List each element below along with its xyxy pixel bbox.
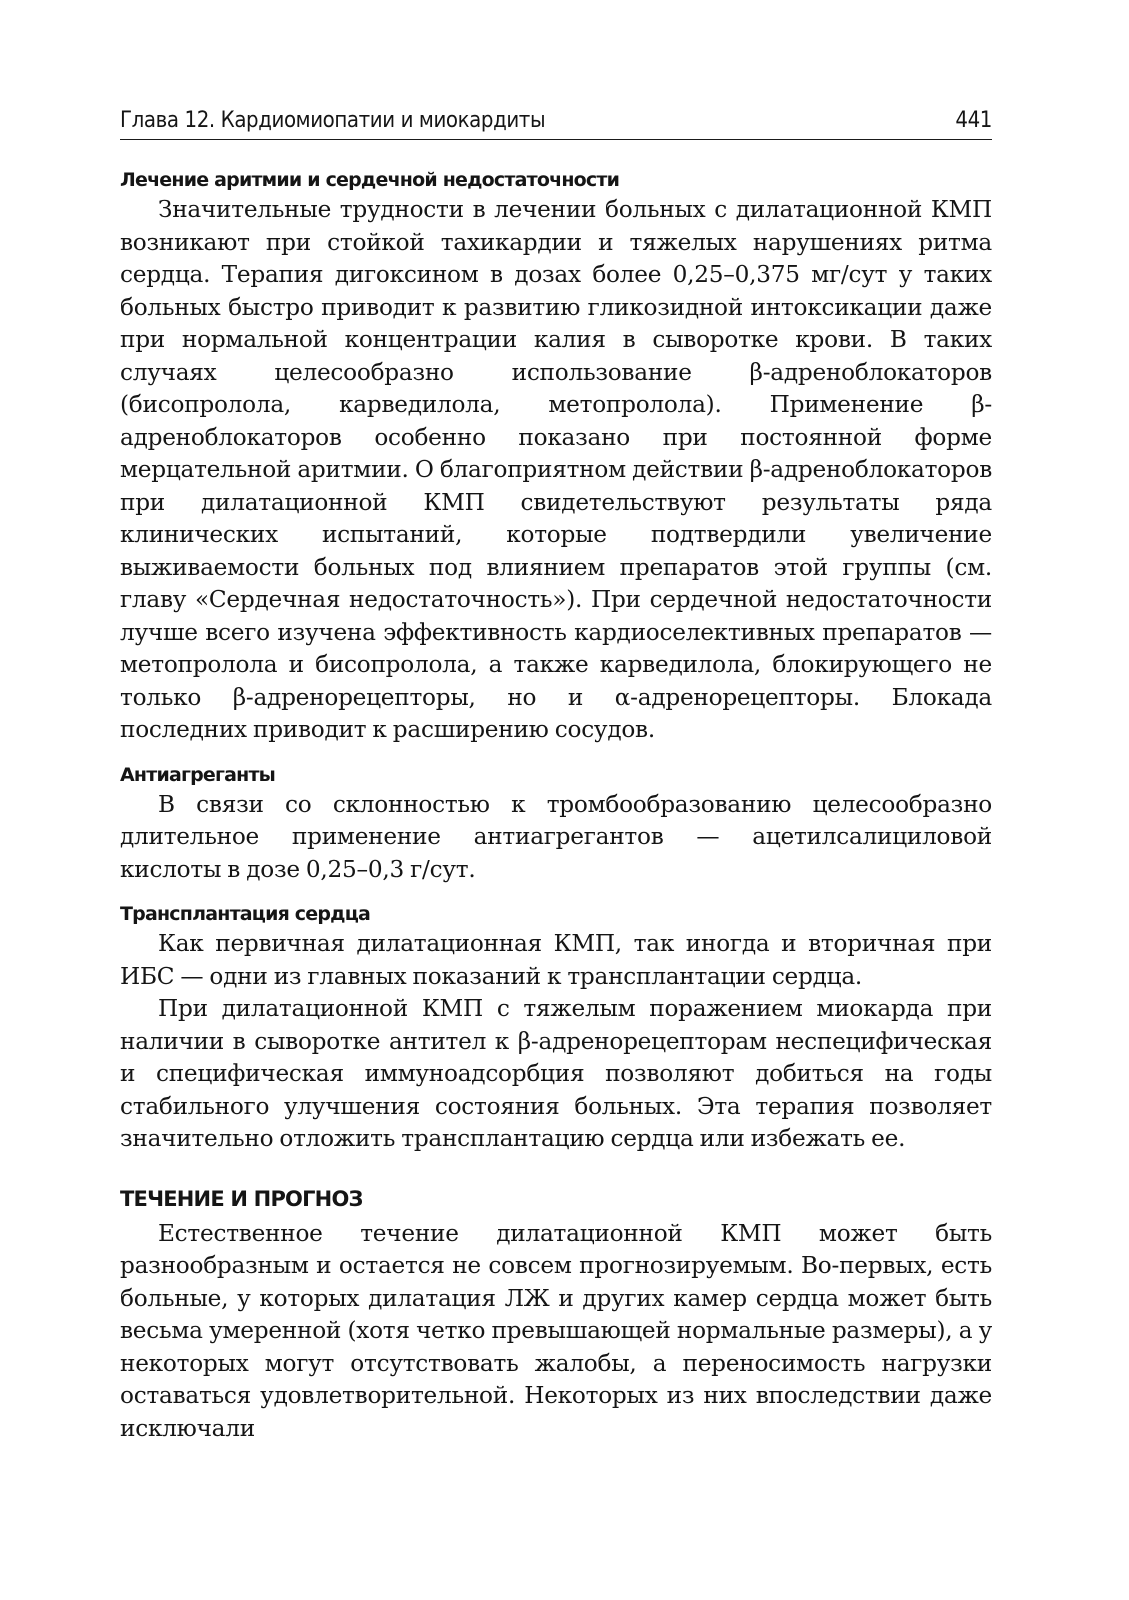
paragraph-arrhythmia: Значительные трудности в лечении больных с дилатационной КМП возникают при стойкой тахикардии и тяжелых нарушениях ритма сердца. Терапия дигоксином в дозах более 0,25–0,375 мг/сут у таких больных быстро приводит к развитию гликозидной интоксикации даже при нормальной концентрации калия в сыворотке крови. В таких случаях целесообразно использование β-адреноблокаторов (бисопролола, карведилола, метопролола). Применение β-адреноблокаторов особенно показано при постоянной форме мерцательной аритмии. О благоприятном действии β-адреноблокаторов при дилатационной КМП свидетельствуют результаты ряда клинических испытаний, которые подтвердили увеличение выживаемости больных под влиянием препаратов этой группы (см. главу «Сердечная недостаточность»). При сердечной недостаточности лучше всего изучена эффективность кардиоселективных препаратов — метопролола и бисопролола, а также карведилола, блокирующего не только β-адренорецепторы, но и α-адренорецепторы. Блокада последних приводит к расширению сосудов.: [120, 196, 992, 743]
section-heading-antiplatelet: Антиагреганты: [120, 763, 276, 786]
paragraph-antiplatelet: В связи со склонностью к тромбообразованию целесообразно длительное применение антиагрегантов — ацетилсалициловой кислоты в дозе 0,25–0,3 г/сут.: [120, 790, 992, 883]
book-page: [120, 108, 992, 1445]
paragraph-prognosis: Естественное течение дилатационной КМП может быть разнообразным и остается не совсем прогнозируемым. Во-первых, есть больные, у которых дилатация ЛЖ и других камер сердца может быть весьма умеренной (хотя четко превышающей нормальные размеры), а у некоторых могут отсутствовать жалобы, а переносимость нагрузки оставаться удовлетворительной. Некоторых из них впоследствии даже исключали: [120, 1219, 992, 1442]
page-number: 441: [955, 108, 992, 133]
running-header: [120, 108, 992, 140]
section-heading-arrhythmia: Лечение аритмии и сердечной недостаточности: [120, 169, 620, 191]
paragraph-transplant-2: При дилатационной КМП с тяжелым поражением миокарда при наличии в сыворотке антител к β-адренорецепторам неспецифическая и специфическая иммуноадсорбция позволяют добиться на годы стабильного улучшения состояния больных. Эта терапия позволяет значительно отложить трансплантацию сердца или избежать ее.: [120, 995, 992, 1152]
section-heading-prognosis: ТЕЧЕНИЕ И ПРОГНОЗ: [120, 1186, 363, 1211]
section-heading-transplant: Трансплантация сердца: [120, 903, 371, 925]
paragraph-transplant-1: Как первичная дилатационная КМП, так иногда и вторичная при ИБС — одни из главных показаний к трансплантации сердца.: [120, 930, 992, 990]
chapter-title: Глава 12. Кардиомиопатии и миокардиты: [120, 108, 546, 133]
